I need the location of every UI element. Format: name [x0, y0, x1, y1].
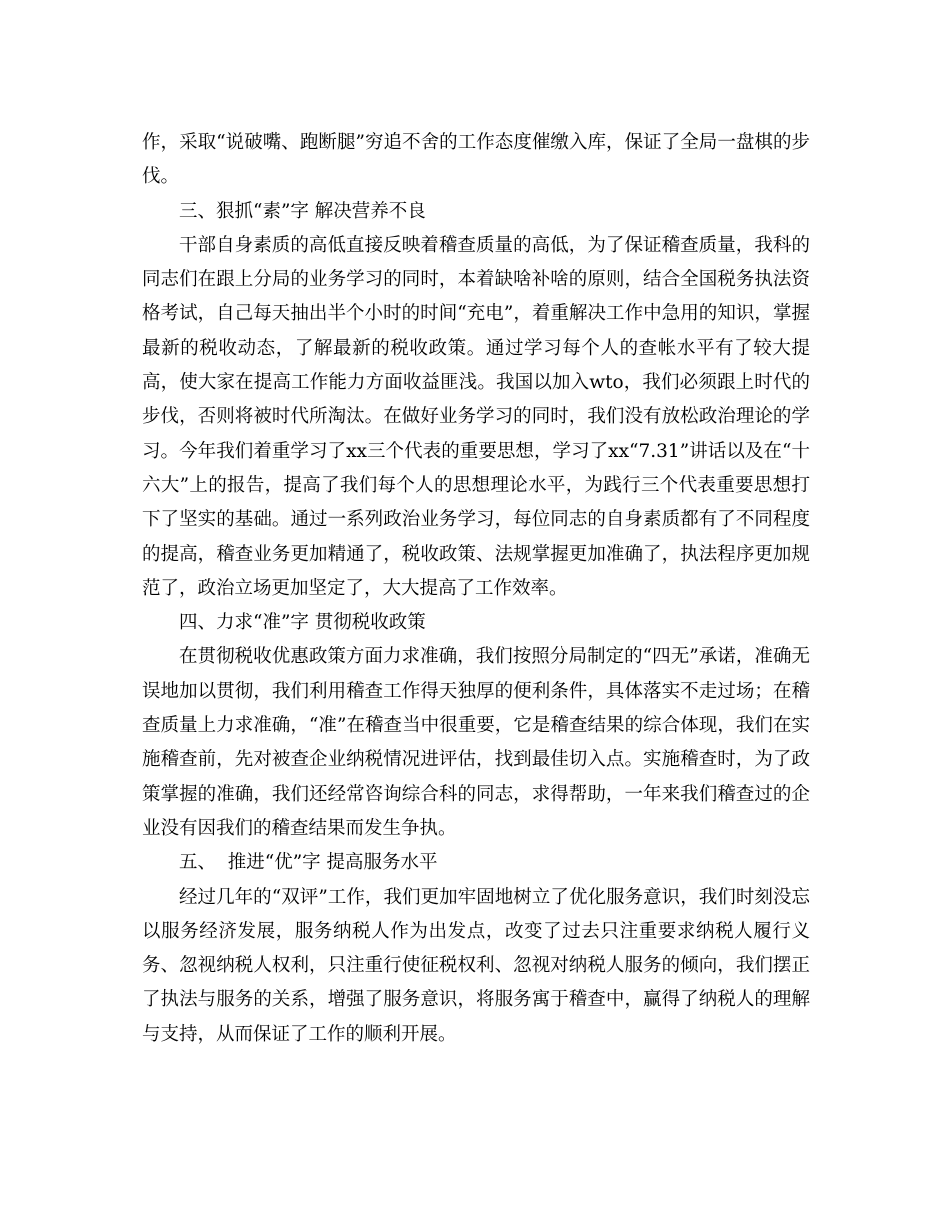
document-page [142, 126, 810, 1052]
paragraph-section-5: 经过几年的“双评”工作，我们更加牢固地树立了优化服务意识，我们时刻没忘以服务经济发展，服务纳税人作为出发点，改变了过去只注重要求纳税人履行义务、忽视纳税人权利，只注重行使征税权利、忽视对纳税人服务的倾向，我们摆正了执法与服务的关系，增强了服务意识，将服务寓于稽查中，赢得了纳税人的理解与支持，从而保证了工作的顺利开展。 [142, 886, 810, 1045]
section-heading-3: 三、狠抓“素”字 解决营养不良 [179, 200, 426, 222]
paragraph-section-3: 干部自身素质的高低直接反映着稽查质量的高低，为了保证稽查质量，我科的同志们在跟上分局的业务学习的同时，本着缺啥补啥的原则，结合全国税务执法资格考试，自己每天抽出半个小时的时间“充电”，着重解决工作中急用的知识，掌握最新的税收动态，了解最新的税收政策。通过学习每个人的查帐水平有了较大提高，使大家在提高工作能力方面收益匪浅。我国以加入wto，我们必须跟上时代的步伐，否则将被时代所淘汰。在做好业务学习的同时，我们没有放松政治理论的学习。今年我们着重学习了xx三个代表的重要思想，学习了xx“7.31”讲话以及在“十六大”上的报告，提高了我们每个人的思想理论水平，为践行三个代表重要思想打下了坚实的基础。通过一系列政治业务学习，每位同志的自身素质都有了不同程度的提高，稽查业务更加精通了，税收政策、法规掌握更加准确了，执法程序更加规范了，政治立场更加坚定了，大大提高了工作效率。 [142, 234, 810, 599]
section-heading-5: 五、 推进“优”字 提高服务水平 [179, 852, 438, 874]
section-heading-4: 四、力求“准”字 贯彻税收政策 [179, 612, 426, 634]
paragraph-continued: 作，采取“说破嘴、跑断腿”穷追不舍的工作态度催缴入库，保证了全局一盘棋的步伐。 [142, 132, 810, 188]
paragraph-section-4: 在贯彻税收优惠政策方面力求准确，我们按照分局制定的“四无”承诺，准确无误地加以贯彻，我们利用稽查工作得天独厚的便利条件，具体落实不走过场；在稽查质量上力求准确，“准”在稽查当中很重要，它是稽查结果的综合体现，我们在实施稽查前，先对被查企业纳税情况进评估，找到最佳切入点。实施稽查时，为了政策掌握的准确，我们还经常咨询综合科的同志，求得帮助，一年来我们稽查过的企业没有因我们的稽查结果而发生争执。 [142, 646, 810, 839]
